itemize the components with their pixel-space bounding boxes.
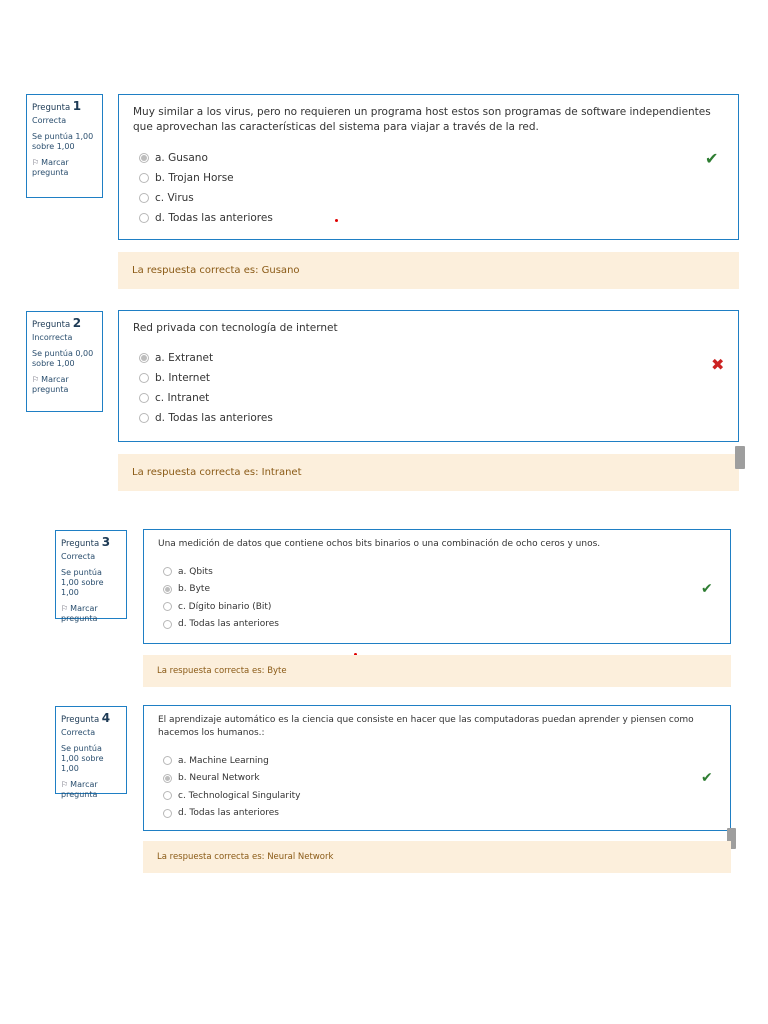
answer-list <box>163 752 301 822</box>
question-state: Correcta <box>61 552 96 561</box>
radio-button[interactable] <box>163 774 172 783</box>
question-grade: Se puntúa 1,00 sobre 1,00 <box>61 744 104 773</box>
flag-question-label: Marcar pregunta <box>61 604 98 623</box>
answer-option[interactable] <box>139 388 273 408</box>
answer-label: d. Todas las anteriores <box>155 212 273 224</box>
flag-question-link[interactable] <box>32 158 97 178</box>
answer-list <box>163 563 279 633</box>
flag-icon: ⚐ <box>32 375 40 384</box>
flag-question-label: Marcar pregunta <box>61 780 98 799</box>
radio-button[interactable] <box>163 585 172 594</box>
question-state: Correcta <box>32 116 67 125</box>
question-content-2 <box>118 310 739 442</box>
radio-button[interactable] <box>139 193 149 203</box>
flag-icon: ⚐ <box>61 780 69 789</box>
answer-list <box>139 348 273 428</box>
radio-button[interactable] <box>163 756 172 765</box>
answer-option[interactable] <box>163 787 301 805</box>
scroll-handle[interactable] <box>735 446 745 469</box>
radio-button[interactable] <box>139 153 149 163</box>
question-label: Pregunta <box>61 539 100 549</box>
correct-answer-feedback: La respuesta correcta es: Gusano <box>118 252 739 289</box>
answer-label: a. Extranet <box>155 352 214 364</box>
answer-label: c. Virus <box>155 192 194 204</box>
radio-button[interactable] <box>139 413 149 423</box>
radio-button[interactable] <box>139 373 149 383</box>
answer-list <box>139 148 273 228</box>
radio-button[interactable] <box>139 173 149 183</box>
radio-button[interactable] <box>163 567 172 576</box>
correct-answer-feedback: La respuesta correcta es: Byte <box>143 655 731 687</box>
answer-label: d. Todas las anteriores <box>155 412 273 424</box>
answer-option[interactable] <box>139 168 273 188</box>
flag-question-label: Marcar pregunta <box>32 158 69 177</box>
answer-option[interactable] <box>163 581 279 599</box>
question-label: Pregunta <box>32 103 71 113</box>
answer-label: b. Byte <box>178 584 211 595</box>
radio-button[interactable] <box>139 213 149 223</box>
question-content-1 <box>118 94 739 240</box>
cross-icon: ✖ <box>711 355 725 374</box>
answer-label: c. Technological Singularity <box>178 790 301 801</box>
radio-button[interactable] <box>163 791 172 800</box>
question-label: Pregunta <box>32 320 71 330</box>
question-grade: Se puntúa 1,00 sobre 1,00 <box>61 568 104 597</box>
question-number: 1 <box>72 99 82 113</box>
answer-label: b. Trojan Horse <box>155 172 234 184</box>
red-dot-marker <box>335 219 338 222</box>
question-text: Muy similar a los virus, pero no requieren un programa host estos son programas de software independientes que aprovechan las características del sistema para viajar a través de la red. <box>133 106 711 133</box>
question-number: 3 <box>101 535 111 549</box>
question-info-4 <box>55 706 127 799</box>
question-state: Incorrecta <box>32 333 73 342</box>
question-number: 2 <box>72 316 82 330</box>
question-info-3 <box>55 530 127 623</box>
radio-button[interactable] <box>139 353 149 363</box>
question-content-4 <box>143 705 731 831</box>
answer-option[interactable] <box>139 408 273 428</box>
correct-answer-feedback: La respuesta correcta es: Neural Network <box>143 841 731 873</box>
radio-button[interactable] <box>139 393 149 403</box>
answer-label: d. Todas las anteriores <box>178 619 279 630</box>
answer-option[interactable] <box>163 598 279 616</box>
answer-option[interactable] <box>163 563 279 581</box>
radio-button[interactable] <box>163 809 172 818</box>
question-text: Una medición de datos que contiene ochos bits binarios o una combinación de ocho ceros y unos. <box>158 539 601 549</box>
flag-question-link[interactable] <box>32 375 97 395</box>
flag-question-label: Marcar pregunta <box>32 375 69 394</box>
question-info-2 <box>26 311 103 412</box>
question-state: Correcta <box>61 728 96 737</box>
question-content-3 <box>143 529 731 644</box>
radio-button[interactable] <box>163 620 172 629</box>
answer-label: a. Machine Learning <box>178 755 269 766</box>
answer-label: c. Intranet <box>155 392 210 404</box>
question-number: 4 <box>101 711 111 725</box>
question-grade: Se puntúa 0,00 sobre 1,00 <box>32 349 94 368</box>
radio-button[interactable] <box>163 602 172 611</box>
question-text: El aprendizaje automático es la ciencia que consiste en hacer que las computadoras puedan aprender y piensen como hacemos los humanos.: <box>158 715 694 738</box>
question-text: Red privada con tecnología de internet <box>133 322 338 334</box>
check-icon: ✔ <box>705 149 719 168</box>
answer-label: a. Qbits <box>178 566 213 577</box>
flag-question-link[interactable] <box>61 604 121 624</box>
answer-label: b. Internet <box>155 372 211 384</box>
answer-label: a. Gusano <box>155 152 208 164</box>
flag-question-link[interactable] <box>61 780 121 800</box>
question-grade: Se puntúa 1,00 sobre 1,00 <box>32 132 94 151</box>
answer-option[interactable] <box>139 188 273 208</box>
answer-option[interactable] <box>163 805 301 823</box>
check-icon: ✔ <box>701 770 713 786</box>
answer-label: d. Todas las anteriores <box>178 808 279 819</box>
answer-label: b. Neural Network <box>178 773 260 784</box>
answer-option[interactable] <box>163 616 279 634</box>
answer-label: c. Dígito binario (Bit) <box>178 601 272 612</box>
check-icon: ✔ <box>701 581 713 597</box>
answer-option[interactable] <box>139 208 273 228</box>
flag-icon: ⚐ <box>61 604 69 613</box>
question-label: Pregunta <box>61 715 100 725</box>
answer-option[interactable] <box>163 770 301 788</box>
answer-option[interactable] <box>139 148 273 168</box>
question-info-1 <box>26 94 103 198</box>
correct-answer-feedback: La respuesta correcta es: Intranet <box>118 454 739 491</box>
answer-option[interactable] <box>139 348 273 368</box>
answer-option[interactable] <box>163 752 301 770</box>
flag-icon: ⚐ <box>32 158 40 167</box>
answer-option[interactable] <box>139 368 273 388</box>
